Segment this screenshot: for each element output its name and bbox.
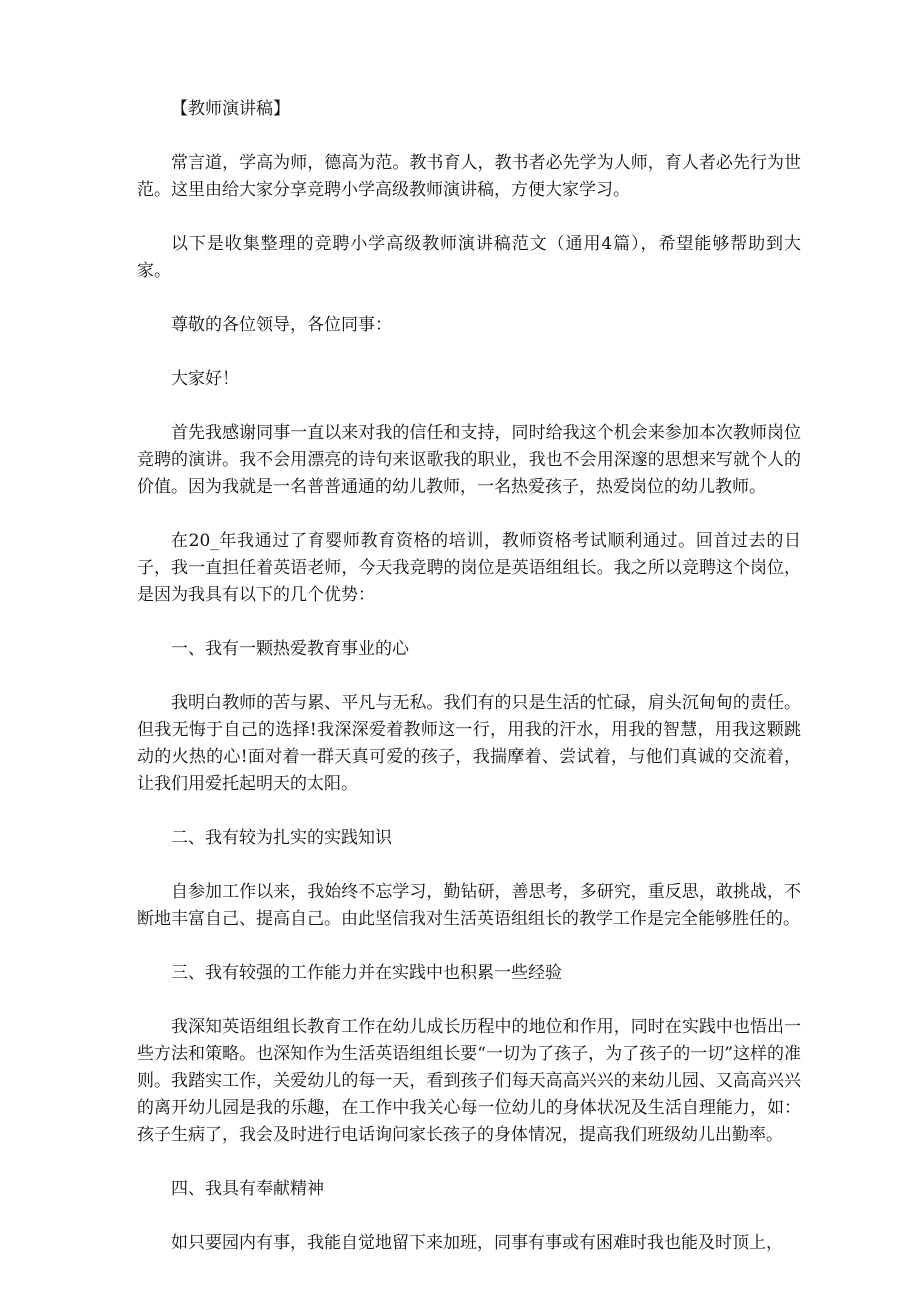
paragraph: 如只要园内有事，我能自觉地留下来加班，同事有事或有困难时我也能及时顶上， bbox=[171, 1233, 783, 1253]
section-heading: 一、我有一颗热爱教育事业的心 bbox=[171, 639, 409, 659]
document-body bbox=[137, 96, 801, 1284]
paragraph: 以下是收集整理的竞聘小学高级教师演讲稿范文（通用4篇），希望能够帮助到大家。 bbox=[137, 234, 801, 281]
greeting-salutation: 尊敬的各位领导，各位同事： bbox=[171, 315, 392, 335]
paragraph: 常言道，学高为师，德高为范。教书育人，教书者必先学为人师，育人者必先行为世范。这里由给大家分享竞聘小学高级教师演讲稿，方便大家学习。 bbox=[137, 153, 801, 200]
paragraph: 在20_年我通过了育婴师教育资格的培训，教师资格考试顺利通过。回首过去的日子，我一直担任着英语老师，今天我竞聘的岗位是英语组组长。我之所以竞聘这个岗位，是因为我具有以下的几个优势： bbox=[137, 531, 801, 605]
paragraph: 自参加工作以来，我始终不忘学习，勤钻研，善思考，多研究，重反思，敢挑战，不断地丰富自己、提高自己。由此坚信我对生活英语组组长的教学工作是完全能够胜任的。 bbox=[137, 882, 801, 929]
paragraph: 我深知英语组组长教育工作在幼儿成长历程中的地位和作用，同时在实践中也悟出一些方法和策略。也深知作为生活英语组组长要“一切为了孩子，为了孩子的一切”这样的准则。我踏实工作，关爱幼儿的每一天，看到孩子们每天高高兴兴的来幼儿园、又高高兴兴的离开幼儿园是我的乐趣，在工作中我关心每一位幼儿的身体状况及生活自理能力，如：孩子生病了，我会及时进行电话询问家长孩子的身体情况，提高我们班级幼儿出勤率。 bbox=[137, 1017, 801, 1145]
paragraph: 首先我感谢同事一直以来对我的信任和支持，同时给我这个机会来参加本次教师岗位竞聘的演讲。我不会用漂亮的诗句来讴歌我的职业，我也不会用深邃的思想来写就个人的价值。因为我就是一名普普通通的幼儿教师，一名热爱孩子，热爱岗位的幼儿教师。 bbox=[137, 423, 801, 497]
greeting: 大家好！ bbox=[171, 369, 239, 389]
section-heading: 三、我有较强的工作能力并在实践中也积累一些经验 bbox=[171, 963, 562, 983]
section-heading: 四、我具有奉献精神 bbox=[171, 1179, 324, 1199]
document-title: 【教师演讲稿】 bbox=[171, 99, 290, 119]
section-heading: 二、我有较为扎实的实践知识 bbox=[171, 828, 392, 848]
paragraph: 我明白教师的苦与累、平凡与无私。我们有的只是生活的忙碌，肩头沉甸甸的责任。但我无悔于自己的选择!我深深爱着教师这一行，用我的汗水，用我的智慧，用我这颗跳动的火热的心!面对着一群天真可爱的孩子，我揣摩着、尝试着，与他们真诚的交流着，让我们用爱托起明天的太阳。 bbox=[137, 693, 801, 794]
